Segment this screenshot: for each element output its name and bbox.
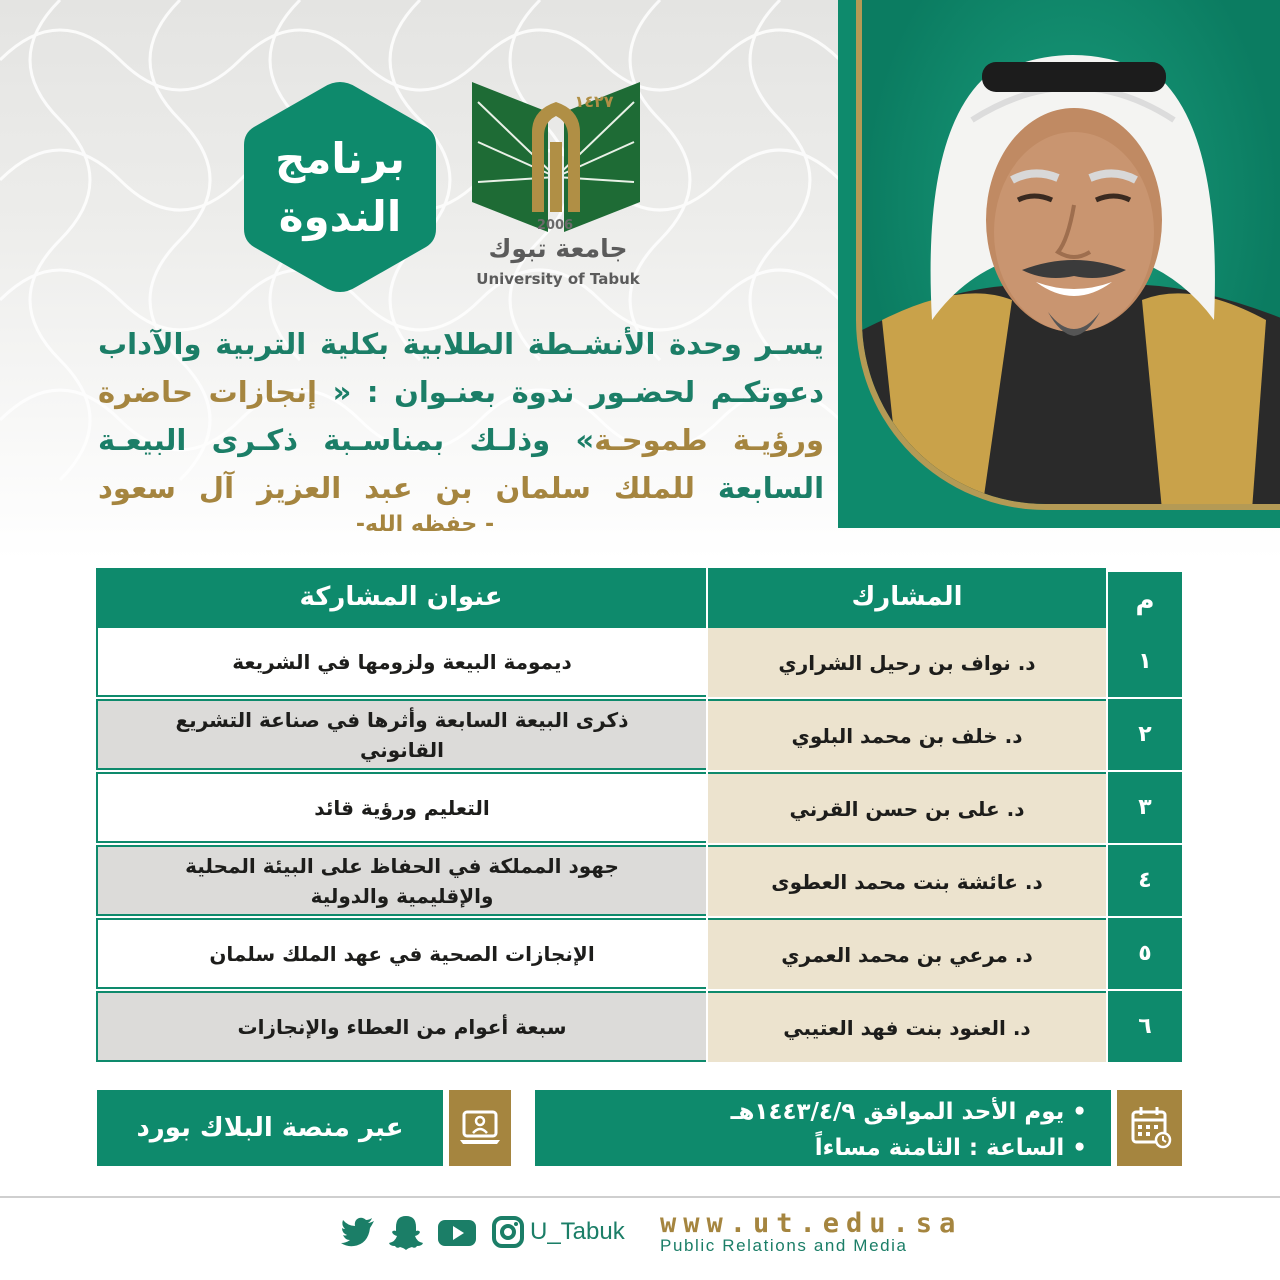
portrait-frame <box>838 0 1280 528</box>
website-link[interactable]: www.ut.edu.sa <box>660 1208 963 1239</box>
event-date: • يوم الأحد الموافق ١٤٤٣/٤/٩هـ <box>730 1099 1087 1125</box>
intro-line-5: - حفظه الله- <box>355 512 495 537</box>
row-num: ٤ <box>1108 845 1182 916</box>
event-time: • الساعة : الثامنة مساءاً <box>814 1135 1087 1161</box>
row-title: الإنجازات الصحية في عهد الملك سلمان <box>96 918 706 989</box>
intro-line-3-a: ورؤيـة طموحـة <box>594 423 824 457</box>
instagram-icon[interactable] <box>488 1212 528 1252</box>
table-row <box>96 772 1182 845</box>
header-num: م <box>1108 572 1182 626</box>
table-row <box>96 845 1182 918</box>
intro-line-2-b: إنجازات حاضرة <box>98 375 317 409</box>
header-title: عنوان المشاركة <box>96 568 706 626</box>
row-participant: د. على بن حسن القرني <box>708 772 1106 843</box>
table-row <box>96 918 1182 991</box>
university-logo <box>468 82 648 292</box>
program-badge-line2: الندوة <box>278 192 402 241</box>
intro-line-2 <box>98 368 824 416</box>
program-badge <box>240 78 440 296</box>
king-portrait <box>856 0 1280 510</box>
logo-gregorian-year: 2006 <box>536 218 574 233</box>
logo-name-arabic: جامعة تبوك <box>488 234 628 263</box>
row-title: ذكرى البيعة السابعة وأثرها في صناعة التشريع القانوني <box>96 699 706 770</box>
row-num: ٢ <box>1108 699 1182 770</box>
department-label: Public Relations and Media <box>660 1236 908 1255</box>
snapchat-icon[interactable] <box>386 1212 426 1252</box>
table-row <box>96 626 1182 699</box>
row-num: ٦ <box>1108 991 1182 1062</box>
row-title: التعليم ورؤية قائد <box>96 772 706 843</box>
row-title: جهود المملكة في الحفاظ على البيئة المحلية والإقليمية والدولية <box>96 845 706 916</box>
row-participant: د. عائشة بنت محمد العطوى <box>708 845 1106 916</box>
participants-table <box>96 568 1182 1064</box>
header-participant: المشارك <box>708 568 1106 626</box>
portrait-illustration <box>862 0 1280 510</box>
laptop-icon-box <box>449 1090 511 1166</box>
intro-line-3 <box>98 416 824 464</box>
program-badge-text <box>240 130 440 246</box>
social-handle[interactable]: U_Tabuk <box>530 1218 625 1245</box>
intro-line-4-b: للملك سلمان بن عبد العزيز آل سعود <box>98 471 695 505</box>
logo-hijri-year: ١٤٢٧ <box>574 92 614 111</box>
row-num: ٣ <box>1108 772 1182 843</box>
table-header <box>96 568 1182 626</box>
footer-divider <box>0 1196 1280 1198</box>
youtube-icon[interactable] <box>436 1212 478 1252</box>
social-icons <box>338 1212 528 1256</box>
row-num: ٥ <box>1108 918 1182 989</box>
table-row <box>96 699 1182 772</box>
intro-line-2-a: دعوتكـم لحضـور ندوة بعنـوان : « <box>332 375 824 409</box>
row-participant: د. خلف بن محمد البلوي <box>708 699 1106 770</box>
row-num: ١ <box>1108 626 1182 697</box>
logo-name-english: University of Tabuk <box>476 270 640 288</box>
row-participant: د. العنود بنت فهد العتيبي <box>708 991 1106 1062</box>
intro-line-3-b: » وذلـك بمناسـبة ذكـرى البيعـة <box>98 423 595 457</box>
table-row <box>96 991 1182 1064</box>
row-participant: د. نواف بن رحيل الشراري <box>708 626 1106 697</box>
laptop-user-icon <box>449 1090 511 1166</box>
row-participant: د. مرعي بن محمد العمري <box>708 918 1106 989</box>
intro-line-1: يسـر وحدة الأنشـطة الطلابية بكلية التربية والآداب <box>98 327 824 361</box>
twitter-icon[interactable] <box>338 1212 378 1252</box>
intro-line-4 <box>98 464 824 512</box>
calendar-icon-box <box>1117 1090 1182 1166</box>
calendar-icon <box>1117 1090 1182 1166</box>
program-badge-line1: برنامج <box>275 134 405 183</box>
row-title: سبعة أعوام من العطاء والإنجازات <box>96 991 706 1062</box>
intro-paragraph <box>98 320 824 512</box>
intro-line-4-a: السابعة <box>694 471 825 505</box>
platform-label: عبر منصة البلاك بورد <box>97 1090 443 1166</box>
date-time-box <box>535 1090 1111 1166</box>
row-title: ديمومة البيعة ولزومها في الشريعة <box>96 626 706 697</box>
